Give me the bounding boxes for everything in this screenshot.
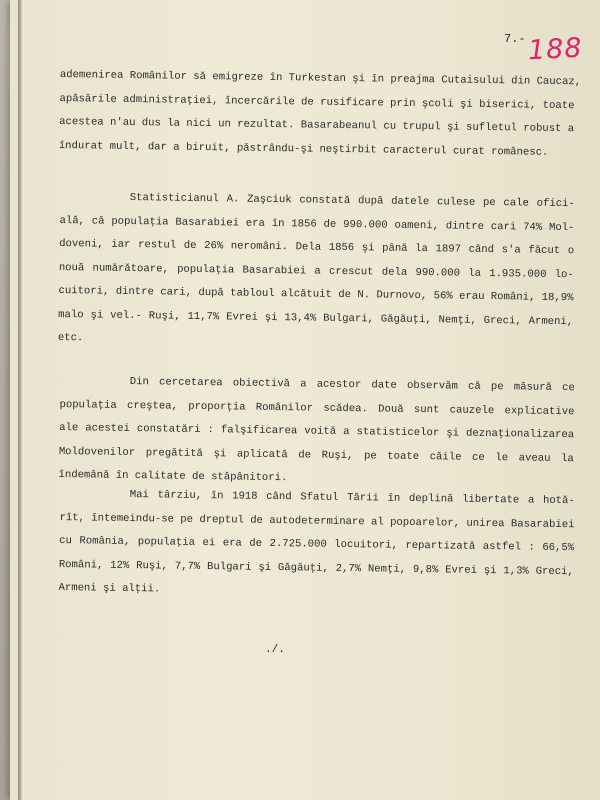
text-line: Mai târziu, în 1918 când Sfatul Tării în deplină libertate a hotă-	[129, 488, 575, 508]
paper-edge	[18, 0, 22, 800]
paragraph-2	[58, 186, 575, 358]
text-line: Statisticianul A. Zaşciuk constată după datele culese pe cale ofici-	[129, 191, 575, 211]
paragraph-1	[58, 64, 582, 165]
text-line: Armeni şi alţii.	[58, 581, 161, 596]
text-line: ale acestei constatări : falşificarea voită a statisticelor şi deznaţionalizarea	[59, 421, 575, 442]
text-line: etc.	[57, 331, 84, 345]
paragraph-4	[58, 483, 575, 608]
page-number: 7.-	[504, 32, 526, 46]
text-line: îndurat mult, dar a biruit, păstrându-şi neştirbit caracterul curat românesc.	[58, 139, 549, 159]
text-line: cuitori, dintre cari, după tabloul alcătuit de N. Durnovo, 56% erau Români, 18,9%	[58, 284, 574, 305]
text-line: ademenirea Românilor să emigreze în Turkestan şi în preajma Cutaisului din Caucaz,	[59, 68, 582, 89]
text-line: doveni, iar restul de 26% neromâni. Dela 1856 şi până la 1897 când s'a făcut o	[59, 237, 575, 258]
archive-number-stamp: 188	[527, 32, 584, 67]
text-line: Moldovenilor pregătită şi aplicată de Ruşi, pe toate căile ce le aveau la îndemână în calitate de stăpânitori.	[58, 445, 574, 485]
text-line: acestea n'au dus la nici un rezultat. Basarabeanul cu trupul şi sufletul robust a	[59, 115, 575, 136]
text-line: ală, că populaţia Basarabiei era în 1856 de 990.000 oameni, dintre cari 74% Mol-	[59, 214, 575, 234]
text-line: rît, întemeindu-se pe dreptul de autodeterminare al popoarelor, unirea Basarabiei	[59, 511, 575, 531]
text-line: malo şi vel.- Ruşi, 11,7% Evrei şi 13,4% Bulgari, Găgăuţi, Nemţi, Greci, Armeni,	[58, 308, 574, 328]
text-line: apăsările administraţiei, încercările de rusificare prin şcoli şi biserici, toate	[59, 92, 575, 112]
text-line: Din cercetarea obiectivă a acestor date observăm că pe măsură ce	[129, 375, 575, 395]
end-mark: ./.	[265, 644, 285, 656]
text-line: populaţia creştea, proporţia Românilor scădea. Două sunt cauzele explicative	[59, 398, 575, 418]
paragraph-3	[58, 370, 575, 495]
text-line: Români, 12% Ruşi, 7,7% Bulgari şi Găgăuţi, 2,7% Nemţi, 9,8% Evrei şi 1,3% Greci,	[58, 558, 574, 578]
text-line: cu România, populaţia ei era de 2.725.000 locuitori, repartizată astfel : 66,5%	[59, 534, 575, 555]
text-line: nouă numărătoare, populaţia Basarabiei a crescut dela 990.000 la 1.935.000 lo-	[58, 261, 574, 281]
